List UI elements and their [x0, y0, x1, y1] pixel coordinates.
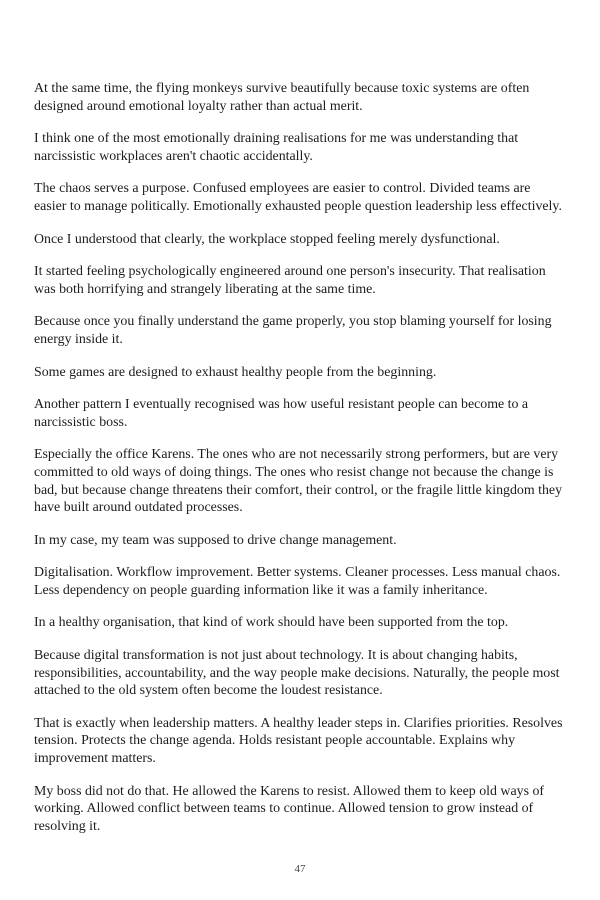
paragraph: Once I understood that clearly, the workplace stopped feeling merely dysfunctional.: [34, 231, 500, 247]
paragraph: Because once you finally understand the game properly, you stop blaming yourself for losing energy inside it.: [34, 314, 552, 347]
paragraph: My boss did not do that. He allowed the Karens to resist. Allowed them to keep old ways of working. Allowed conflict between teams to continue. Allowed tension to grow instead of resolving it.: [34, 783, 545, 834]
paragraph: Some games are designed to exhaust healthy people from the beginning.: [34, 364, 437, 380]
paragraph: Especially the office Karens. The ones who are not necessarily strong performers, but are very committed to old ways of doing things. The ones who resist change not because the change is bad, but because change threatens their comfort, their control, or the fragile little kingdom they have built around outdated processes.: [34, 447, 563, 516]
paragraph: Because digital transformation is not just about technology. It is about changing habits, responsibilities, accountability, and the way people make decisions. Naturally, the people most attached to the old system often become the loudest resistance.: [34, 648, 560, 699]
paragraph: The chaos serves a purpose. Confused employees are easier to control. Divided teams are easier to manage politically. Emotionally exhausted people question leadership less effectively.: [34, 181, 562, 214]
paragraph: I think one of the most emotionally draining realisations for me was understanding that narcissistic workplaces aren't chaotic accidentally.: [34, 131, 519, 164]
paragraph: In a healthy organisation, that kind of work should have been supported from the top.: [34, 615, 509, 631]
page-number: 47: [294, 863, 306, 875]
paragraph: At the same time, the flying monkeys survive beautifully because toxic systems are often designed around emotional loyalty rather than actual merit.: [34, 81, 530, 114]
paragraph: Another pattern I eventually recognised was how useful resistant people can become to a narcissistic boss.: [34, 397, 529, 430]
paragraph: That is exactly when leadership matters. A healthy leader steps in. Clarifies priorities. Resolves tension. Protects the change agenda. Holds resistant people accountable. Explains why improvement matters.: [34, 715, 563, 767]
paragraph: It started feeling psychologically engineered around one person's insecurity. That realisation was both horrifying and strangely liberating at the same time.: [34, 264, 546, 297]
body-text: [34, 80, 564, 850]
paragraph: In my case, my team was supposed to drive change management.: [34, 532, 397, 548]
paragraph: Digitalisation. Workflow improvement. Better systems. Cleaner processes. Less manual chaos. Less dependency on people guarding information like it was a family inheritance.: [34, 565, 561, 598]
